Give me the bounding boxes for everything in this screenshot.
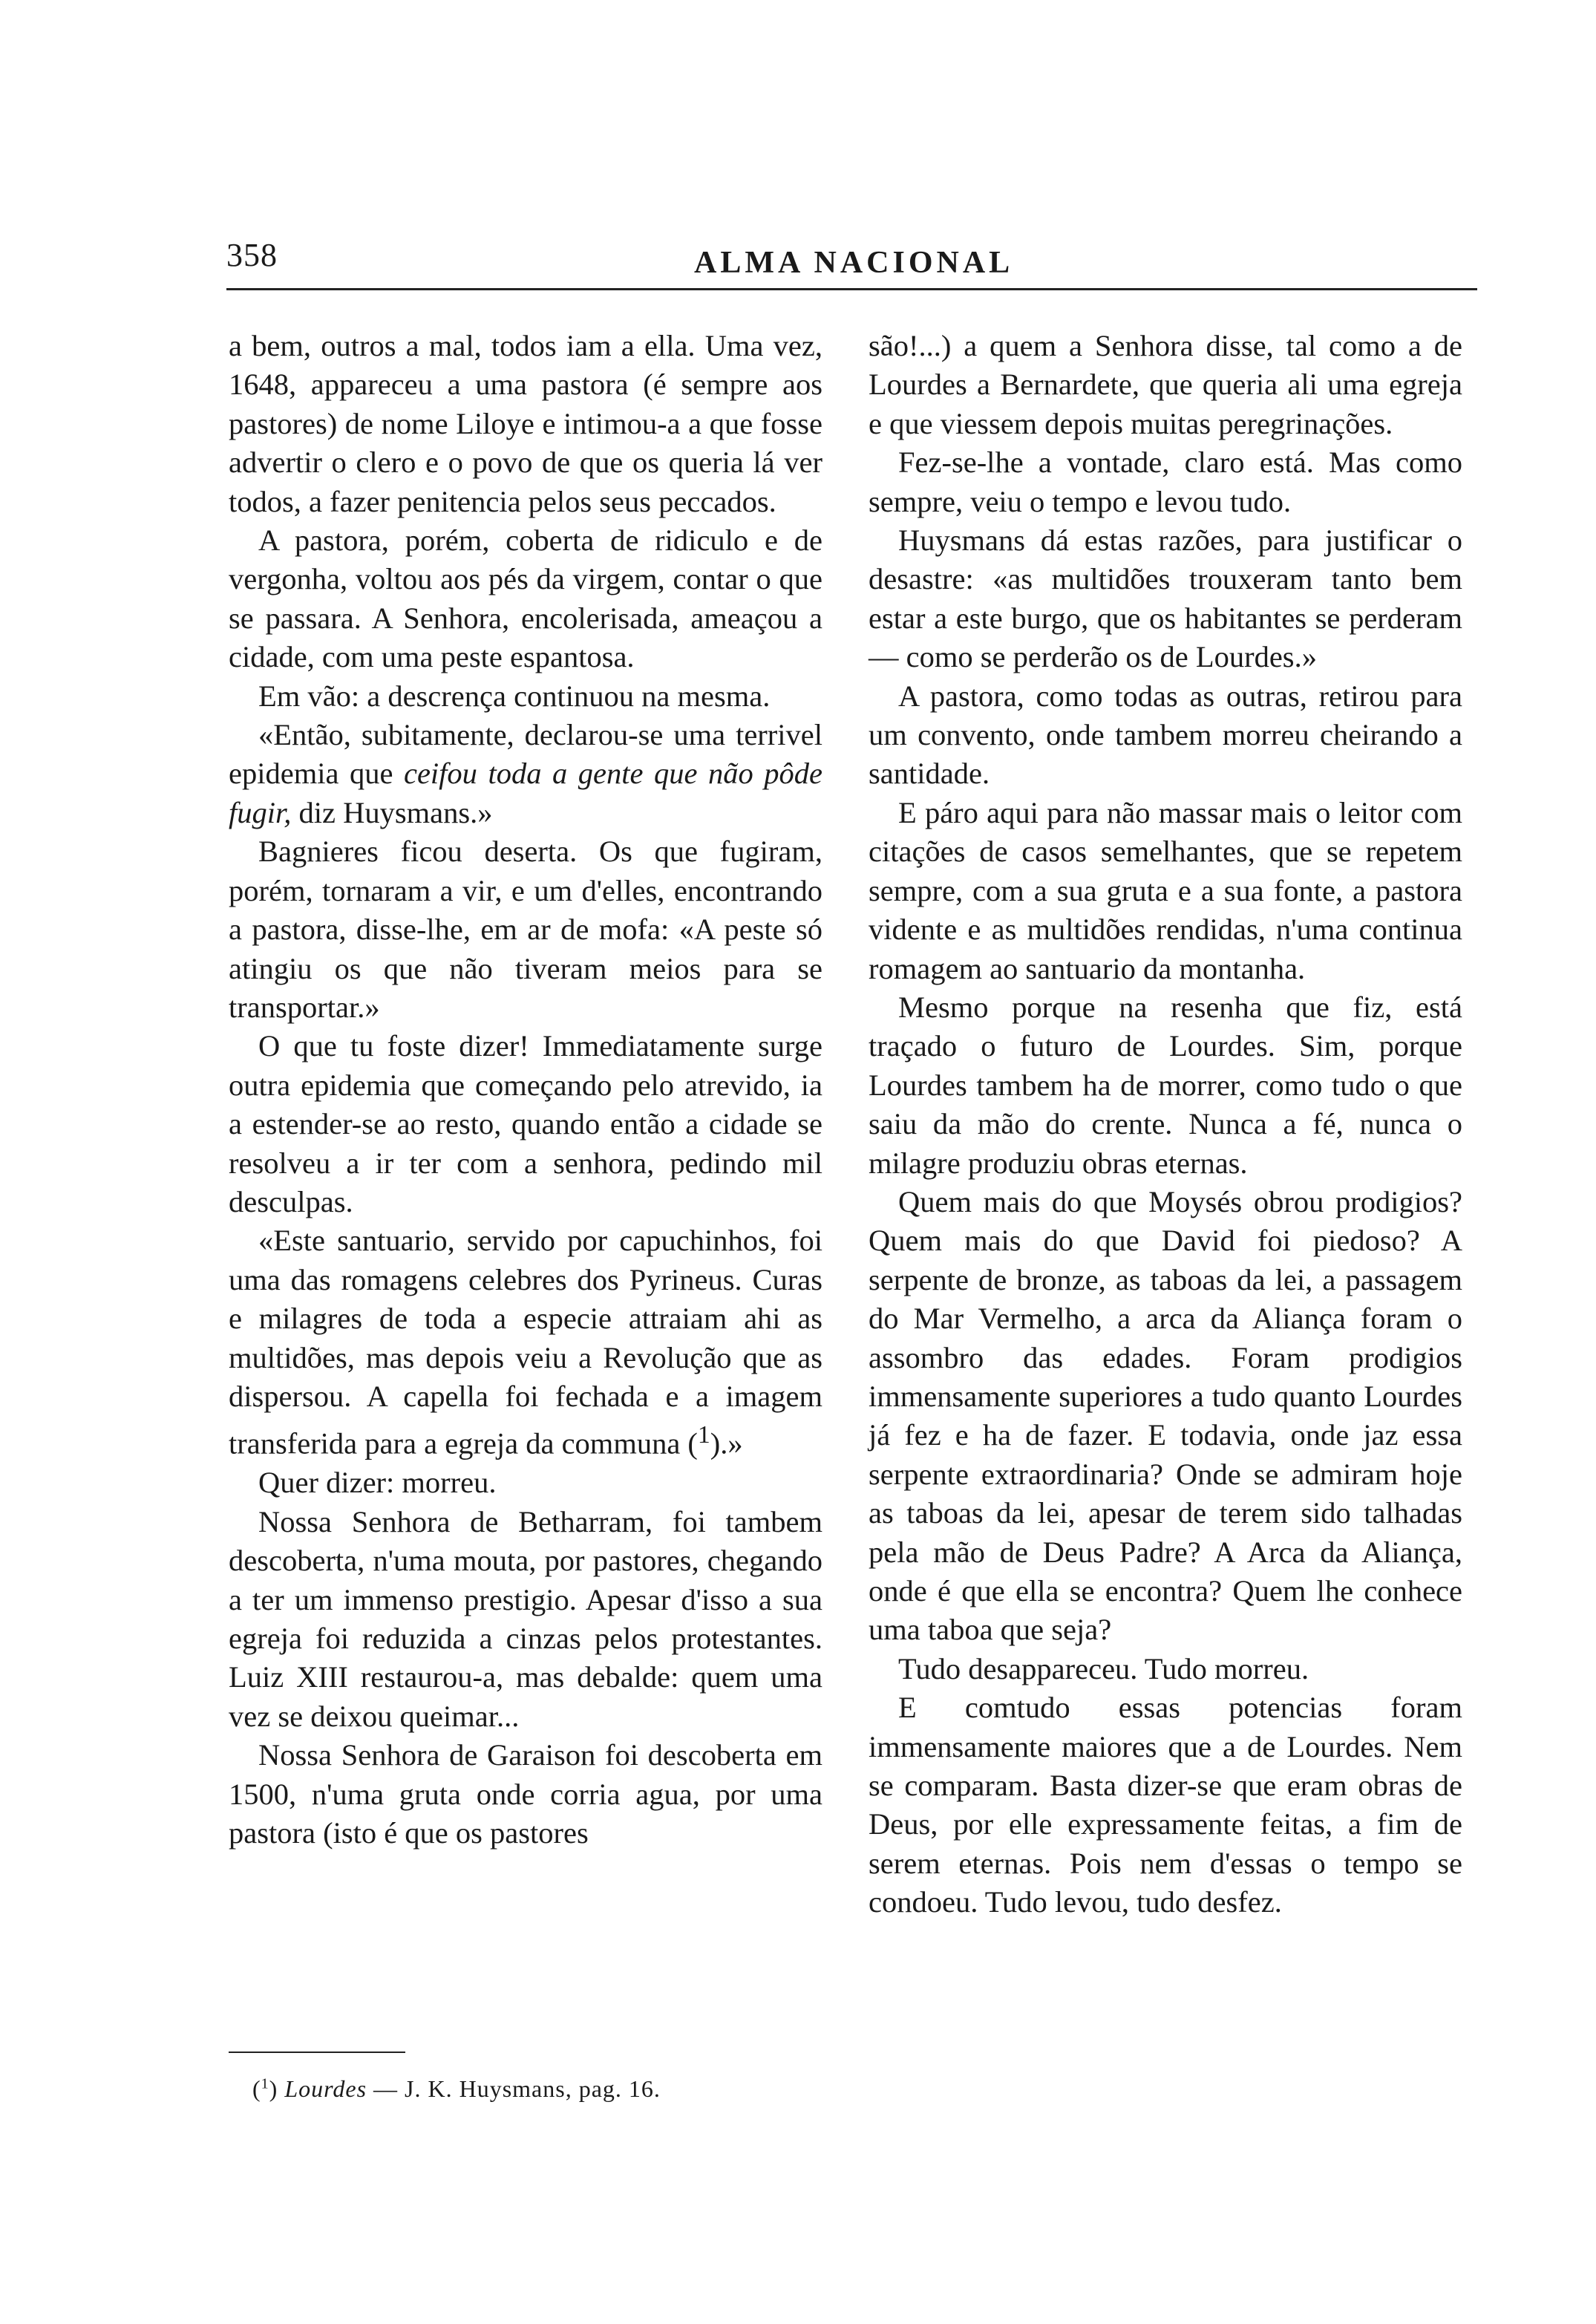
running-title: ALMA NACIONAL — [694, 246, 1014, 280]
paragraph: a bem, outros a mal, todos iam a ella. Uma vez, 1648, appareceu a uma pastora (é sempre aos pastores) de nome Liloye e intimou-a a que fosse advertir o clero e o povo de que os queria lá ver todos, a fazer penitencia pelos seus peccados. — [229, 329, 822, 518]
footnote-rule — [229, 2052, 405, 2053]
page-header — [226, 236, 1477, 288]
footnote-reference: 1 — [697, 1421, 710, 1449]
paragraph-text: ).» — [710, 1426, 743, 1460]
paragraph-text: «Este santuario, servido por capuchinhos, foi uma das romagens celebres dos Pyrineus. Curas e milagres de toda a especie attraiam ahi as multidões, mas depois veiu a Revolução que as dispersou. A capella foi fechada e a imagem transferida para a egreja da communa ( — [229, 1224, 822, 1460]
paragraph: Em vão: a descrença continuou na mesma. — [258, 679, 771, 713]
paragraph: A pastora, porém, coberta de ridiculo e de vergonha, voltou aos pés da virgem, contar o que se passara. A Senhora, encolerisada, ameaçou a cidade, com uma peste espantosa. — [229, 523, 822, 674]
paragraph: são!...) a quem a Senhora disse, tal como a de Lourdes a Bernardete, que queria ali uma egreja e que viessem depois muitas peregrinações. — [869, 329, 1462, 440]
paragraph — [229, 716, 822, 832]
paragraph — [229, 1221, 822, 1463]
page-number: 358 — [226, 237, 278, 273]
paragraph: Nossa Senhora de Betharram, foi tambem descoberta, n'uma mouta, por pastores, chegando a ter um immenso prestigio. Apesar d'isso a sua egreja foi reduzida a cinzas pelos protestantes. Luiz XIII restaurou-a, mas debalde: quem uma vez se deixou queimar... — [229, 1504, 822, 1733]
footnote-marker: 1 — [261, 2075, 269, 2092]
italic-quote: ceifou toda a gente que não pôde fugir, — [229, 757, 822, 829]
paragraph: Fez-se-lhe a vontade, claro está. Mas como sempre, veiu o tempo e levou tudo. — [869, 445, 1462, 518]
footnote-text: — J. K. Huysmans, pag. 16. — [367, 2075, 661, 2102]
paragraph: Quer dizer: morreu. — [258, 1466, 497, 1500]
header-rule — [226, 288, 1477, 290]
paragraph: E comtudo essas potencias foram immensamente maiores que a de Lourdes. Nem se comparam. Basta dizer-se que eram obras de Deus, por elle expressamente feitas, a fim de serem eternas. Pois nem d'essas o tempo se condoeu. Tudo levou, tudo desfez. — [869, 1691, 1462, 1919]
paragraph: Tudo desappareceu. Tudo morreu. — [898, 1651, 1309, 1685]
paragraph: O que tu foste dizer! Immediatamente surge outra epidemia que começando pelo atrevido, ia a estender-se ao resto, quando então a cidade se resolveu a ir ter com a senhora, pedindo mil desculpas. — [229, 1029, 822, 1218]
paragraph: E páro aqui para não massar mais o leitor com citações de casos semelhantes, que se repetem sempre, com a sua gruta e a sua fonte, a pastora vidente e as multidões rendidas, n'uma continua romagem ao santuario da montanha. — [869, 795, 1462, 985]
paragraph-text: diz Huysmans.» — [291, 795, 493, 829]
paragraph: Huysmans dá estas razões, para justificar o desastre: «as multidões trouxeram tanto bem estar a este burgo, que os habitantes se perderam — como se perderão os de Lourdes.» — [869, 523, 1462, 674]
right-column — [869, 327, 1462, 1922]
left-column — [229, 327, 822, 1853]
paragraph: Nossa Senhora de Garaison foi descoberta em 1500, n'uma gruta onde corria agua, por uma pastora (isto é que os pastores — [229, 1738, 822, 1850]
paragraph: A pastora, como todas as outras, retirou para um convento, onde tambem morreu cheirando a santidade. — [869, 679, 1462, 791]
footnote: ($^1$) Lourdes — J. K. Huysmans, pag. 16. — [252, 2075, 661, 2102]
paragraph: Quem mais do que Moysés obrou prodigios? Quem mais do que David foi piedoso? A serpente de bronze, as taboas da lei, a passagem do Mar Vermelho, a arca da Aliança foram o assombro das edades. Foram prodigios immensamente superiores a tudo quanto Lourdes já fez e ha de fazer. E todavia, onde jaz essa serpente extraordinaria? Onde se admiram hoje as taboas da lei, apesar de terem sido talhadas pela mão de Deus Padre? A Arca da Aliança, onde é que ella se encontra? Quem lhe conhece uma taboa que seja? — [869, 1184, 1462, 1647]
footnote-source: Lourdes — [284, 2075, 367, 2102]
paragraph-text: «Então, subitamente, declarou-se uma terrivel epidemia que — [229, 718, 822, 791]
paragraph: Bagnieres ficou deserta. Os que fugiram, porém, tornaram a vir, e um d'elles, encontrando a pastora, disse-lhe, em ar de mofa: «A peste só atingiu os que não tiveram meios para se transportar.» — [229, 835, 822, 1024]
paragraph: Mesmo porque na resenha que fiz, está traçado o futuro de Lourdes. Sim, porque Lourdes tambem ha de morrer, como tudo o que saiu da mão do crente. Nunca a fé, nunca o milagre produziu obras eternas. — [869, 990, 1462, 1180]
